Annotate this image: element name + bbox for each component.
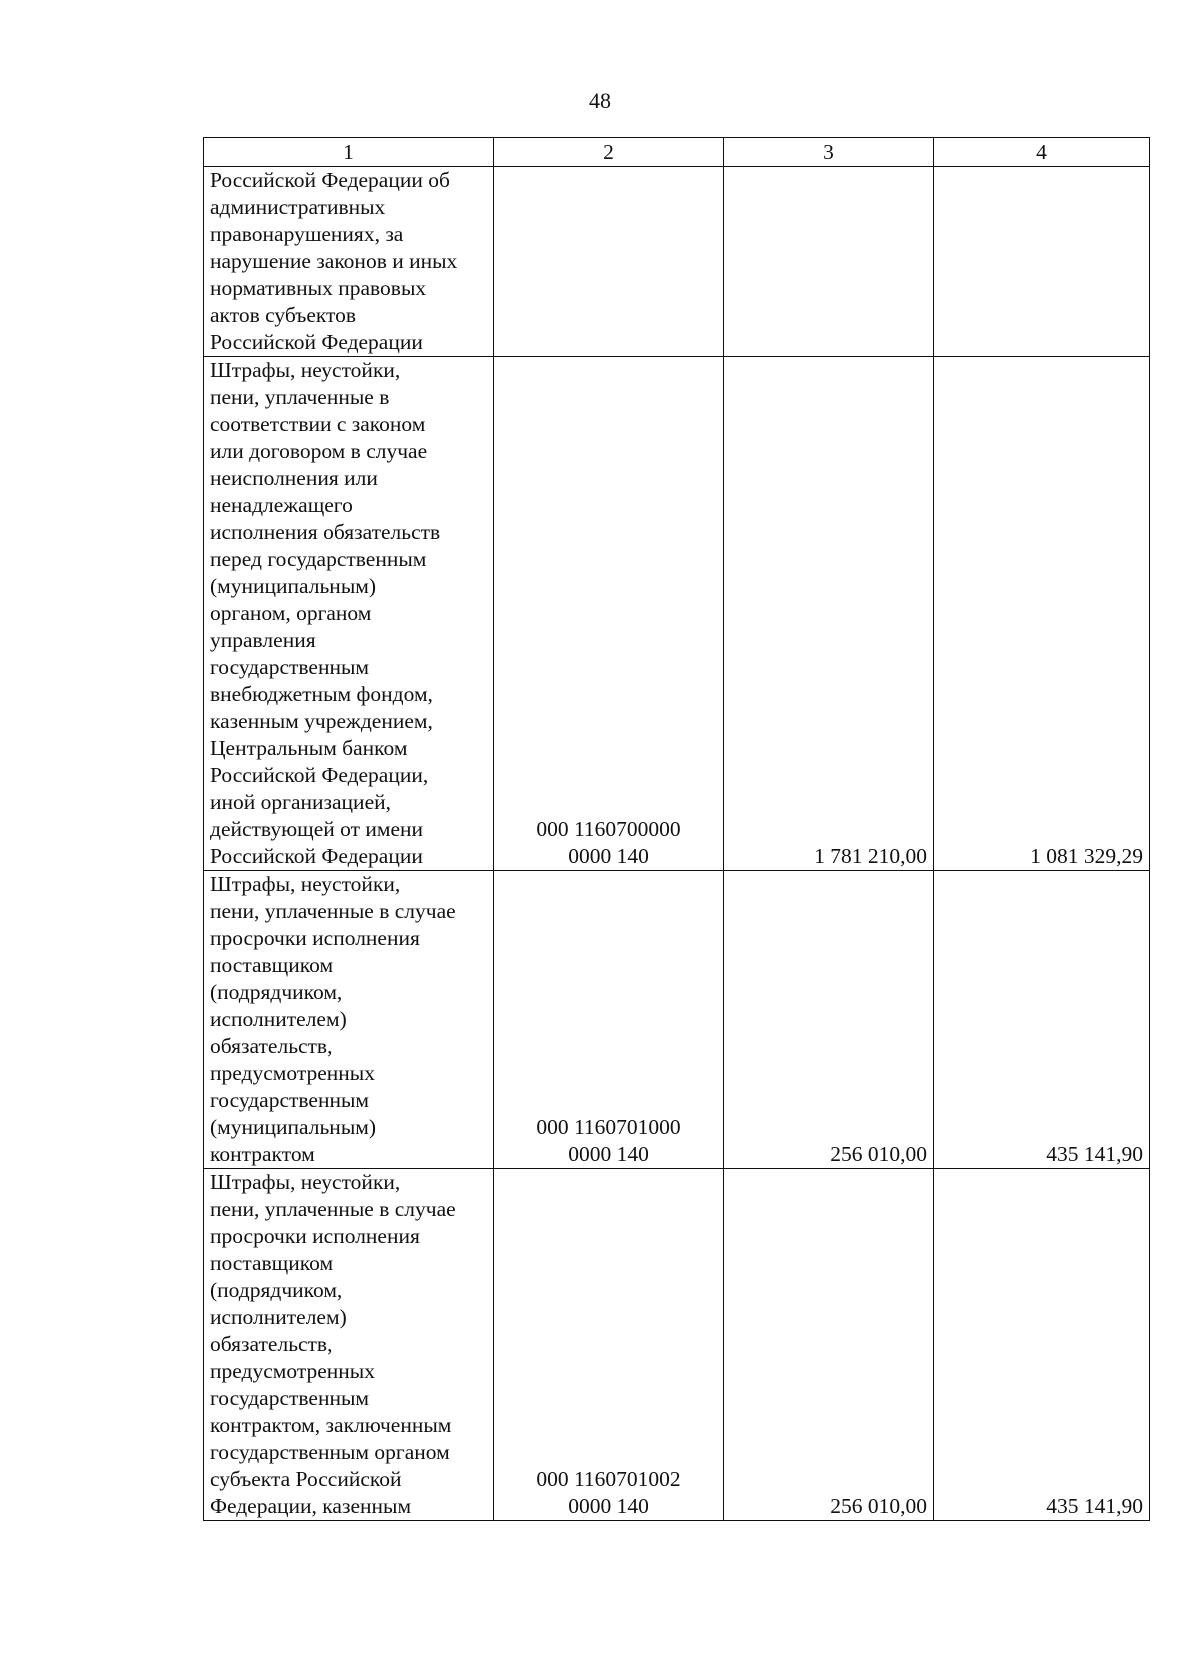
row-value-col4: 1 081 329,29 — [934, 357, 1150, 871]
table-row — [204, 167, 1150, 357]
table-row — [204, 357, 1150, 871]
row-value-col4: 435 141,90 — [934, 871, 1150, 1169]
column-header-1: 1 — [204, 138, 494, 167]
row-code — [494, 167, 724, 357]
row-description: Российской Федерации об административных правонарушениях, за нарушение законов и иных нормативных правовых актов субъектов Российской Федерации — [204, 167, 494, 357]
row-value-col3 — [724, 167, 934, 357]
budget-table — [203, 137, 1150, 1521]
table-row — [204, 871, 1150, 1169]
row-description: Штрафы, неустойки, пени, уплаченные в случае просрочки исполнения поставщиком (подрядчиком, исполнителем) обязательств, предусмотренных государственным (муниципальным) контрактом — [204, 871, 494, 1169]
column-header-4: 4 — [934, 138, 1150, 167]
page-number: 48 — [589, 88, 611, 113]
table-row — [204, 1169, 1150, 1521]
row-value-col4 — [934, 167, 1150, 357]
row-code: 000 1160701002 0000 140 — [494, 1169, 724, 1521]
row-value-col3: 256 010,00 — [724, 1169, 934, 1521]
row-code: 000 1160700000 0000 140 — [494, 357, 724, 871]
row-value-col3: 1 781 210,00 — [724, 357, 934, 871]
column-header-3: 3 — [724, 138, 934, 167]
row-description: Штрафы, неустойки, пени, уплаченные в соответствии с законом или договором в случае неисполнения или ненадлежащего исполнения обязательств перед государственным (муниципальным) органом, органом управления государственным внебюджетным фондом, казенным учреждением, Центральным банком Российской Федерации, иной организацией, действующей от имени Российской Федерации — [204, 357, 494, 871]
row-description: Штрафы, неустойки, пени, уплаченные в случае просрочки исполнения поставщиком (подрядчиком, исполнителем) обязательств, предусмотренных государственным контрактом, заключенным государственным органом субъекта Российской Федерации, казенным — [204, 1169, 494, 1521]
table-header-row — [204, 138, 1150, 167]
row-value-col4: 435 141,90 — [934, 1169, 1150, 1521]
row-value-col3: 256 010,00 — [724, 871, 934, 1169]
column-header-2: 2 — [494, 138, 724, 167]
row-code: 000 1160701000 0000 140 — [494, 871, 724, 1169]
